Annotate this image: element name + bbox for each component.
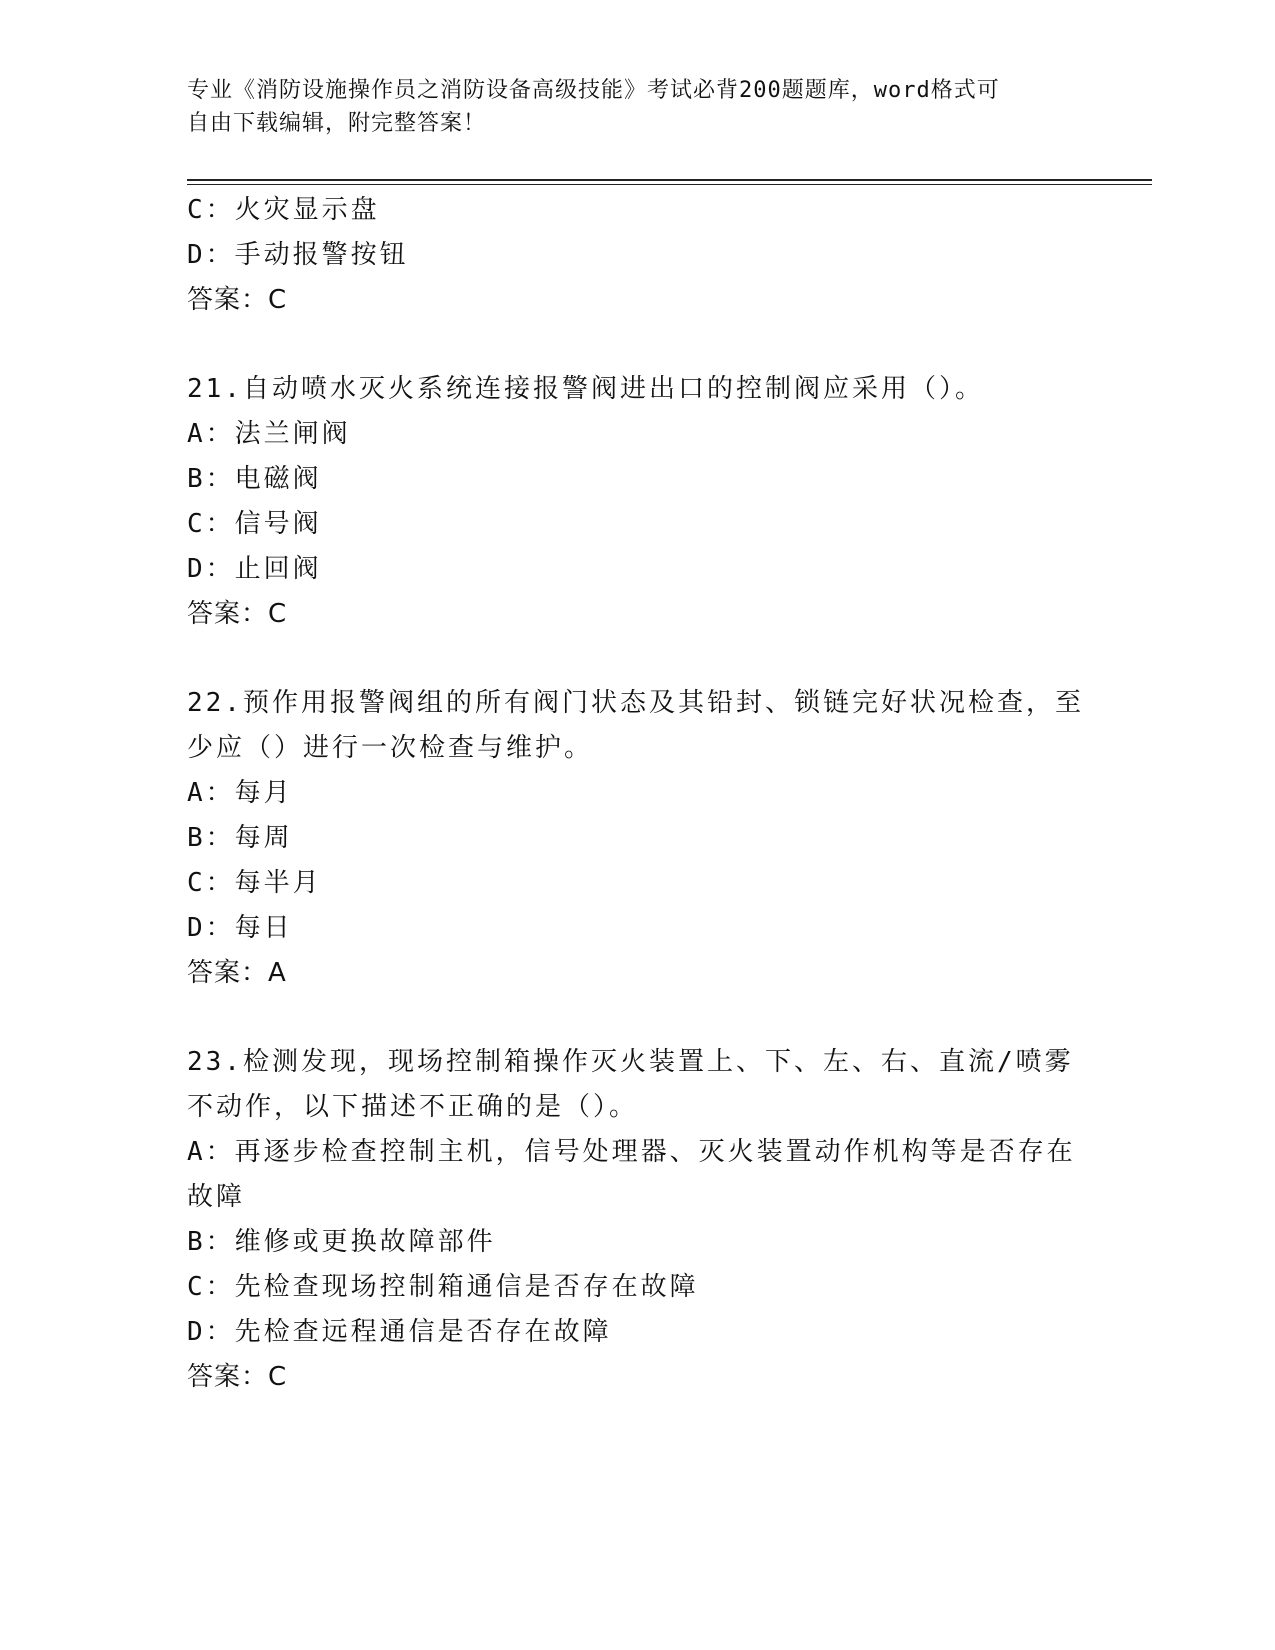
header-divider — [187, 179, 1152, 181]
question-21-stem: 21.自动喷水灭火系统连接报警阀进出口的控制阀应采用（）。 — [187, 374, 984, 404]
question-21-option-a: A：法兰闸阀 — [187, 419, 351, 449]
question-22-stem-line-1: 22.预作用报警阀组的所有阀门状态及其铅封、锁链完好状况检查，至 — [187, 688, 1084, 718]
question-22-stem-line-2: 少应（）进行一次检查与维护。 — [187, 733, 594, 763]
question-22-option-b: B：每周 — [187, 823, 293, 853]
question-21-option-d: D：止回阀 — [187, 554, 322, 584]
question-23-stem-line-1: 23.检测发现，现场控制箱操作灭火装置上、下、左、右、直流/喷雾 — [187, 1047, 1074, 1077]
question-23-answer: 答案：C — [187, 1362, 288, 1392]
partial-question-option-d: D：手动报警按钮 — [187, 240, 409, 270]
partial-question-answer: 答案：C — [187, 285, 288, 315]
question-23-option-d: D：先检查远程通信是否存在故障 — [187, 1317, 612, 1347]
header-divider-thin — [187, 184, 1152, 185]
document-header — [187, 74, 1067, 140]
question-22-option-d: D：每日 — [187, 913, 293, 943]
question-22-option-c: C：每半月 — [187, 868, 322, 898]
question-21-option-c: C：信号阀 — [187, 509, 322, 539]
question-23-option-a: A：再逐步检查控制主机，信号处理器、灭火装置动作机构等是否存在 — [187, 1137, 1076, 1167]
question-23-option-b: B：维修或更换故障部件 — [187, 1227, 496, 1257]
question-23-option-c: C：先检查现场控制箱通信是否存在故障 — [187, 1272, 699, 1302]
question-22-answer: 答案：A — [187, 958, 287, 988]
question-21-option-b: B：电磁阀 — [187, 464, 322, 494]
question-21-answer: 答案：C — [187, 599, 288, 629]
question-22-option-a: A：每月 — [187, 778, 293, 808]
header-title-line-2: 自由下载编辑，附完整答案！ — [187, 111, 487, 136]
question-23-stem-line-2: 不动作，以下描述不正确的是（）。 — [187, 1092, 639, 1122]
question-23-option-a-continued: 故障 — [187, 1182, 246, 1212]
partial-question-option-c: C：火灾显示盘 — [187, 195, 380, 225]
header-title-line-1: 专业《消防设施操作员之消防设备高级技能》考试必背200题题库，word格式可 — [187, 78, 1000, 103]
